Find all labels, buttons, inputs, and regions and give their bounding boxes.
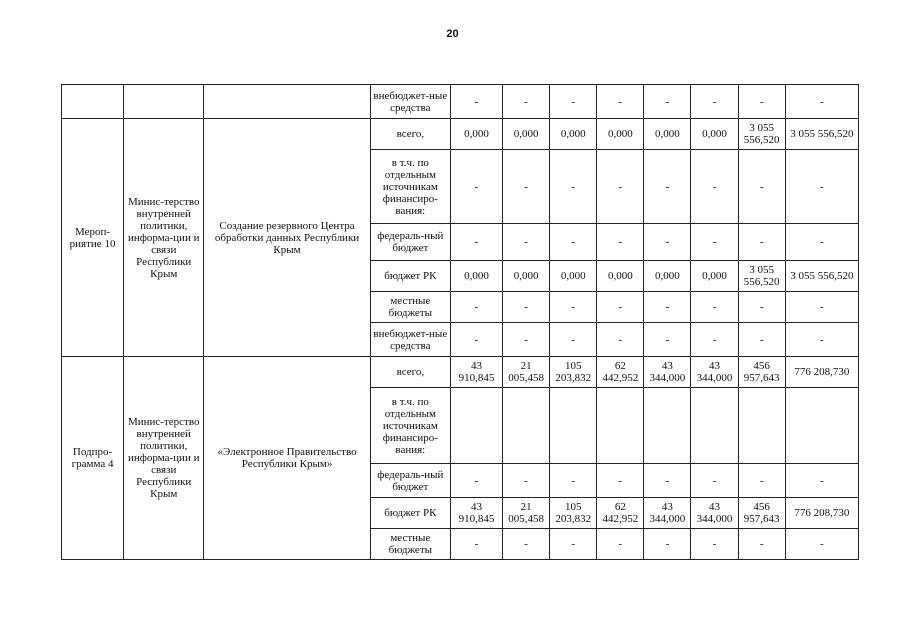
- value-cell: 105 203,832: [550, 498, 597, 529]
- value-cell: -: [738, 150, 785, 224]
- value-cell: -: [597, 323, 644, 357]
- value-cell: 43 344,000: [644, 357, 691, 388]
- empty-title-cell: [62, 85, 124, 119]
- value-cell: -: [738, 85, 785, 119]
- value-cell: [550, 388, 597, 464]
- value-cell: -: [450, 529, 502, 560]
- value-cell: -: [503, 323, 550, 357]
- funding-category-cell: всего,: [370, 357, 450, 388]
- value-cell: -: [644, 292, 691, 323]
- value-cell: -: [785, 150, 858, 224]
- item-name-cell: «Электронное Правительство Республики Крым»: [204, 357, 370, 560]
- budget-table: [61, 84, 859, 560]
- funding-category-cell: местные бюджеты: [370, 529, 450, 560]
- value-cell: [597, 388, 644, 464]
- value-cell: -: [738, 529, 785, 560]
- value-cell: -: [550, 464, 597, 498]
- funding-category-cell: в т.ч. по отдельным источникам финансиро-вания:: [370, 150, 450, 224]
- value-cell: -: [738, 224, 785, 261]
- value-cell: -: [450, 292, 502, 323]
- funding-category-cell: внебюджет-ные средства: [370, 85, 450, 119]
- value-cell: 0,000: [597, 261, 644, 292]
- row-title-cell: Мероп-риятие 10: [62, 119, 124, 357]
- value-cell: 43 344,000: [691, 498, 738, 529]
- value-cell: -: [691, 292, 738, 323]
- value-cell: -: [597, 292, 644, 323]
- value-cell: 456 957,643: [738, 498, 785, 529]
- value-cell: -: [644, 150, 691, 224]
- table-row: [62, 357, 859, 388]
- value-cell: -: [785, 292, 858, 323]
- value-cell: -: [503, 85, 550, 119]
- table-row: [62, 119, 859, 150]
- row-title-cell: Подпро-грамма 4: [62, 357, 124, 560]
- value-cell: -: [644, 85, 691, 119]
- value-cell: -: [738, 464, 785, 498]
- value-cell: 0,000: [644, 119, 691, 150]
- value-cell: -: [785, 85, 858, 119]
- value-cell: -: [785, 224, 858, 261]
- value-cell: 0,000: [644, 261, 691, 292]
- value-cell: 776 208,730: [785, 357, 858, 388]
- value-cell: -: [550, 150, 597, 224]
- value-cell: 21 005,458: [503, 498, 550, 529]
- funding-category-cell: федераль-ный бюджет: [370, 224, 450, 261]
- empty-organization-cell: [124, 85, 204, 119]
- value-cell: -: [450, 464, 502, 498]
- value-cell: -: [597, 529, 644, 560]
- funding-category-cell: федераль-ный бюджет: [370, 464, 450, 498]
- value-cell: [644, 388, 691, 464]
- value-cell: 0,000: [503, 261, 550, 292]
- value-cell: 776 208,730: [785, 498, 858, 529]
- value-cell: 3 055 556,520: [785, 261, 858, 292]
- value-cell: -: [738, 323, 785, 357]
- value-cell: -: [785, 529, 858, 560]
- value-cell: -: [450, 150, 502, 224]
- value-cell: -: [597, 224, 644, 261]
- value-cell: -: [597, 85, 644, 119]
- value-cell: 0,000: [550, 119, 597, 150]
- value-cell: 0,000: [503, 119, 550, 150]
- value-cell: -: [691, 529, 738, 560]
- value-cell: [738, 388, 785, 464]
- value-cell: -: [597, 150, 644, 224]
- funding-category-cell: внебюджет-ные средства: [370, 323, 450, 357]
- value-cell: 3 055 556,520: [738, 119, 785, 150]
- value-cell: -: [450, 224, 502, 261]
- value-cell: 0,000: [450, 119, 502, 150]
- value-cell: -: [691, 464, 738, 498]
- value-cell: [785, 388, 858, 464]
- value-cell: 3 055 556,520: [738, 261, 785, 292]
- value-cell: 43 910,845: [450, 498, 502, 529]
- value-cell: 0,000: [691, 261, 738, 292]
- value-cell: 105 203,832: [550, 357, 597, 388]
- value-cell: -: [550, 224, 597, 261]
- value-cell: -: [738, 292, 785, 323]
- item-name-cell: Создание резервного Центра обработки данных Республики Крым: [204, 119, 370, 357]
- page-number: 20: [446, 28, 459, 40]
- value-cell: 0,000: [597, 119, 644, 150]
- funding-category-cell: местные бюджеты: [370, 292, 450, 323]
- organization-cell: Минис-терство внутренней политики, информа-ции и связи Республики Крым: [124, 119, 204, 357]
- value-cell: 62 442,952: [597, 357, 644, 388]
- value-cell: 3 055 556,520: [785, 119, 858, 150]
- value-cell: 43 344,000: [691, 357, 738, 388]
- value-cell: -: [503, 150, 550, 224]
- value-cell: 0,000: [691, 119, 738, 150]
- value-cell: -: [785, 323, 858, 357]
- value-cell: -: [644, 224, 691, 261]
- value-cell: -: [644, 323, 691, 357]
- value-cell: [691, 388, 738, 464]
- value-cell: -: [644, 529, 691, 560]
- organization-cell: Минис-терство внутренней политики, информа-ции и связи Республики Крым: [124, 357, 204, 560]
- table-row: [62, 85, 859, 119]
- value-cell: -: [550, 85, 597, 119]
- funding-category-cell: бюджет РК: [370, 261, 450, 292]
- value-cell: -: [503, 464, 550, 498]
- value-cell: -: [691, 224, 738, 261]
- value-cell: -: [691, 150, 738, 224]
- value-cell: 43 344,000: [644, 498, 691, 529]
- budget-table-body: [62, 85, 859, 560]
- value-cell: -: [450, 323, 502, 357]
- value-cell: 62 442,952: [597, 498, 644, 529]
- value-cell: -: [550, 529, 597, 560]
- value-cell: 456 957,643: [738, 357, 785, 388]
- value-cell: 43 910,845: [450, 357, 502, 388]
- value-cell: -: [503, 292, 550, 323]
- value-cell: -: [785, 464, 858, 498]
- funding-category-cell: бюджет РК: [370, 498, 450, 529]
- funding-category-cell: в т.ч. по отдельным источникам финансиро-вания:: [370, 388, 450, 464]
- value-cell: -: [644, 464, 691, 498]
- value-cell: -: [597, 464, 644, 498]
- value-cell: -: [550, 292, 597, 323]
- value-cell: 21 005,458: [503, 357, 550, 388]
- value-cell: [450, 388, 502, 464]
- value-cell: -: [503, 224, 550, 261]
- value-cell: -: [503, 529, 550, 560]
- value-cell: -: [691, 85, 738, 119]
- value-cell: 0,000: [450, 261, 502, 292]
- value-cell: [503, 388, 550, 464]
- value-cell: -: [450, 85, 502, 119]
- funding-category-cell: всего,: [370, 119, 450, 150]
- empty-name-cell: [204, 85, 370, 119]
- value-cell: 0,000: [550, 261, 597, 292]
- value-cell: -: [550, 323, 597, 357]
- value-cell: -: [691, 323, 738, 357]
